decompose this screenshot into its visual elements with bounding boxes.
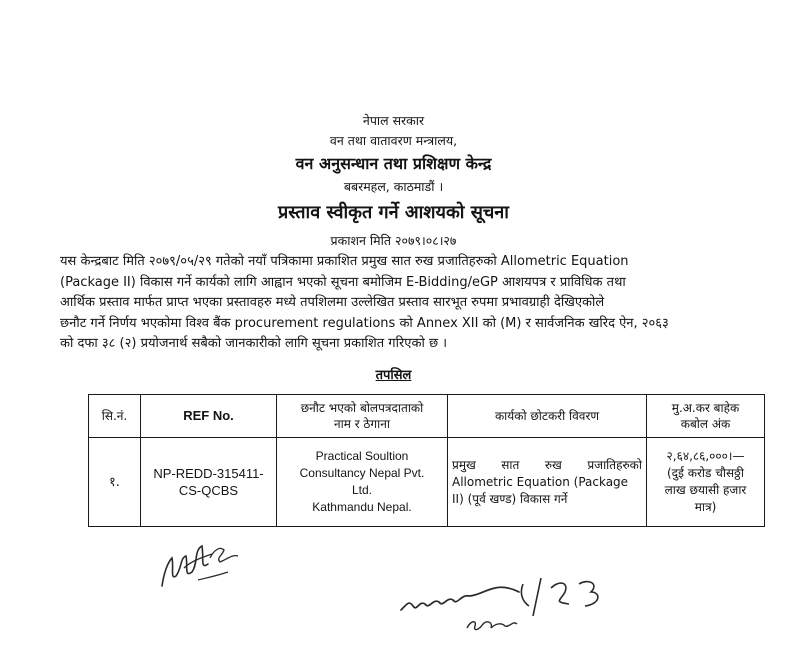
header-bidder-name bbox=[277, 395, 448, 438]
header-work-description: कार्यको छोटकरी विवरण bbox=[448, 395, 647, 438]
signature-left bbox=[150, 528, 260, 598]
cell-serial-no: १. bbox=[89, 438, 141, 527]
header-bid-amount-line: कबोल अंक bbox=[680, 417, 731, 431]
ministry-name: वन तथा वातावरण मन्त्रालय, bbox=[329, 133, 458, 148]
table-header-row bbox=[89, 395, 765, 438]
notice-body bbox=[60, 252, 773, 355]
cell-work-description bbox=[448, 438, 647, 527]
table-row bbox=[89, 438, 765, 527]
body-line: को दफा ३८ (२) प्रयोजनार्थ सबैको जानकारीको लागि सूचना प्रकाशित गरिएको छ । bbox=[60, 336, 448, 352]
description-line: Allometric Equation (Package bbox=[452, 474, 629, 489]
body-line: (Package II) विकास गर्ने कार्यको लागि आह्वान भएको सूचना बमोजिम E-Bidding/eGP आशयपत्र र प्राविधिक तथा bbox=[60, 274, 626, 290]
description-line: II) (पूर्व खण्ड) विकास गर्ने bbox=[452, 491, 568, 506]
bidder-line: Ltd. bbox=[351, 483, 372, 497]
cell-bidder-name bbox=[277, 438, 448, 527]
header-ref-no: REF No. bbox=[141, 395, 277, 438]
description-line: प्रमुख सात रुख प्रजातिहरुको bbox=[452, 457, 642, 472]
government-name: नेपाल सरकार bbox=[362, 113, 425, 128]
amount-line: (दुई करोड चौसठ्ठी bbox=[666, 466, 745, 480]
cell-ref-no bbox=[141, 438, 277, 527]
header-bid-amount bbox=[647, 395, 765, 438]
details-heading: तपसिल bbox=[375, 368, 412, 383]
header-bidder-name-line: नाम र ठेगाना bbox=[333, 417, 391, 431]
amount-line: लाख छयासी हजार bbox=[664, 483, 747, 497]
bidder-line: Consultancy Nepal Pvt. bbox=[299, 466, 425, 480]
selected-bidder-table bbox=[88, 394, 765, 527]
bidder-line: Kathmandu Nepal. bbox=[312, 500, 412, 514]
organization-name: वन अनुसन्धान तथा प्रशिक्षण केन्द्र bbox=[295, 154, 492, 173]
header-serial-no: सि.नं. bbox=[89, 395, 141, 438]
signature-right bbox=[395, 566, 625, 638]
amount-line: मात्र) bbox=[694, 500, 717, 514]
amount-line: २,६४,८६,०००।— bbox=[666, 449, 745, 463]
header-bid-amount-line: मु.अ.कर बाहेक bbox=[671, 401, 740, 415]
cell-bid-amount bbox=[647, 438, 765, 527]
ref-line: NP-REDD-315411- bbox=[153, 466, 264, 481]
body-line: छनौट गर्ने निर्णय भएकोमा विश्व बैंक procurement regulations को Annex XII को (M) र सार्वजनिक खरिद ऐन, २०६३ bbox=[60, 315, 669, 331]
organization-address: बबरमहल, काठमाडौं । bbox=[343, 179, 444, 194]
ref-line: CS-QCBS bbox=[178, 483, 239, 498]
publication-date: प्रकाशन मिति २०७९।०८।२७ bbox=[330, 233, 457, 248]
body-line: आर्थिक प्रस्ताव मार्फत प्राप्त भएका प्रस्तावहरु मध्ये तपशिलमा उल्लेखित प्रस्ताव सारभूत रुपमा प्रभावग्राही देखिएकोले bbox=[60, 295, 605, 311]
notice-title: प्रस्ताव स्वीकृत गर्ने आशयको सूचना bbox=[278, 202, 509, 223]
bidder-line: Practical Soultion bbox=[315, 449, 409, 463]
body-line: यस केन्द्रबाट मिति २०७९/०५/२९ गतेको नयाँ पत्रिकामा प्रकाशित प्रमुख सात रुख प्रजातिहरुको Allometric Equation bbox=[60, 254, 629, 269]
header-bidder-name-line: छनौट भएको बोलपत्रदाताको bbox=[300, 401, 424, 415]
